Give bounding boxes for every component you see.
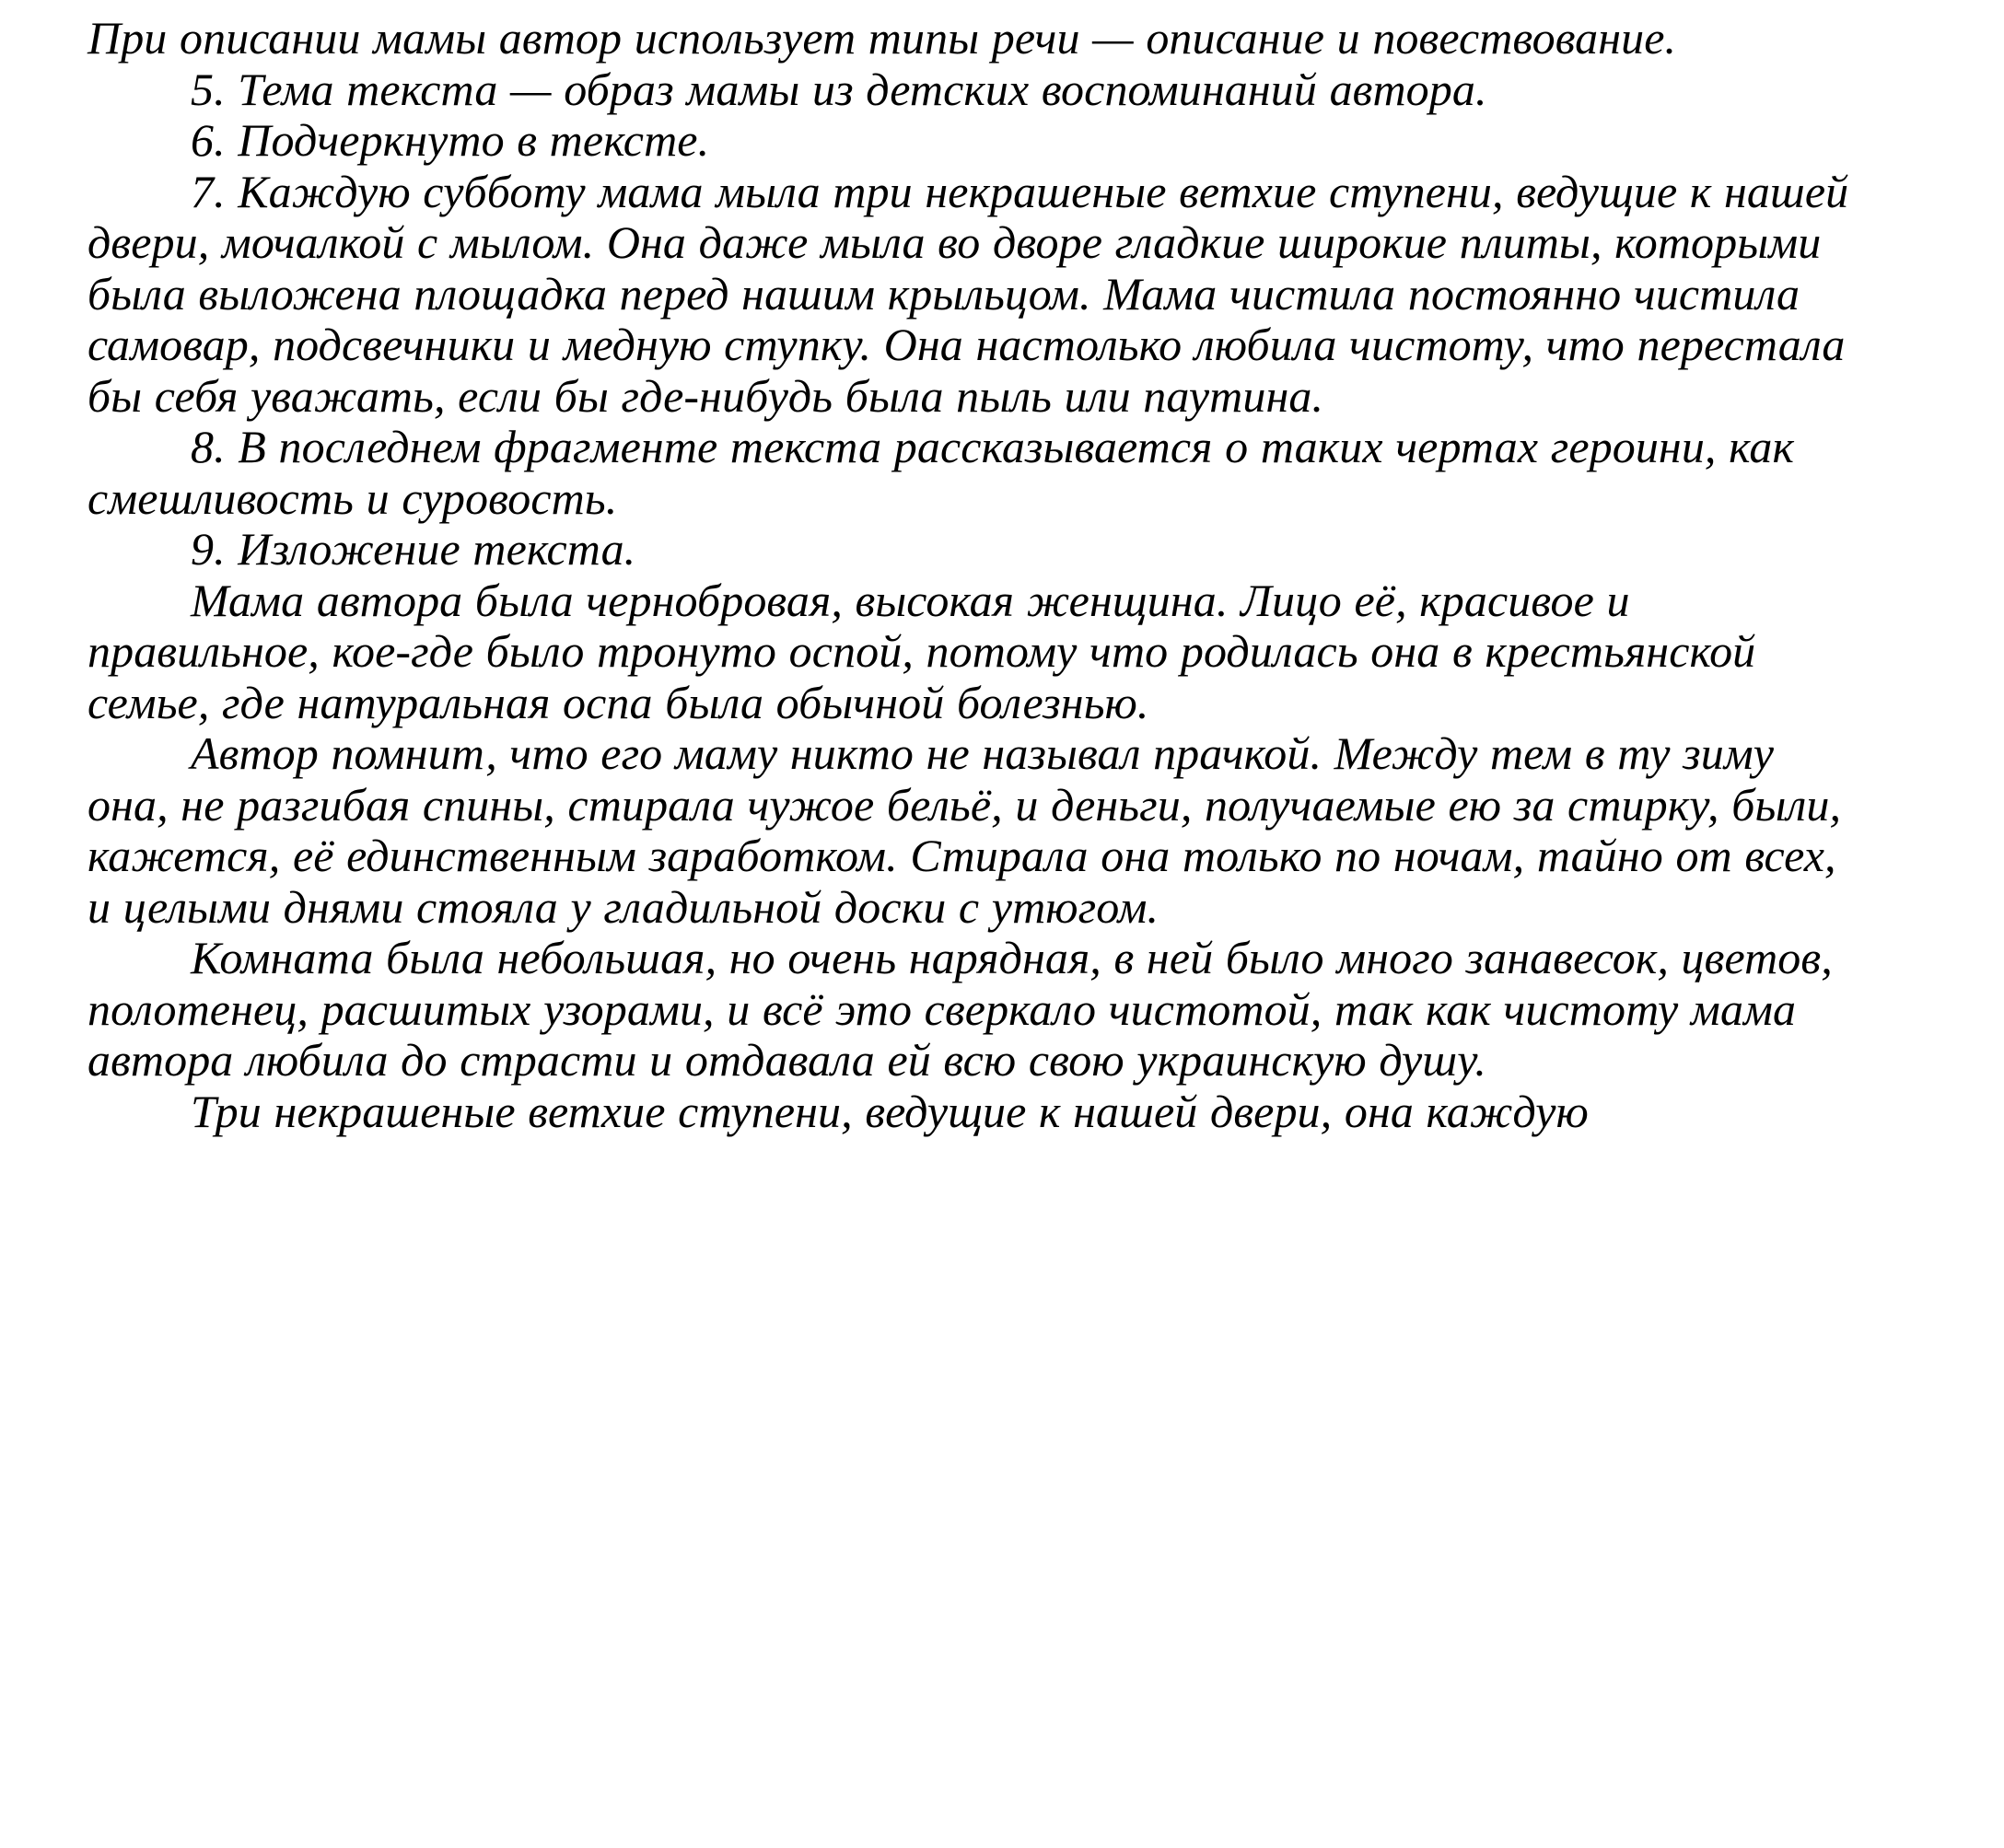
- paragraph-body-2: Автор помнит, что его маму никто не называл прачкой. Между тем в ту зиму она, не разгибая спины, стирала чужое бельё, и деньги, получаемые ею за стирку, были, кажется, её единственным заработком. Стирала она только по ночам, тайно от всех, и целыми днями стояла у гладильной доски с утюгом.: [87, 727, 1842, 933]
- paragraph-item-5: 5. Тема текста — образ мамы из детских воспоминаний автора.: [191, 63, 1487, 115]
- paragraph-body-1: Мама автора была чернобровая, высокая женщина. Лицо её, красивое и правильное, кое-где было тронуто оспой, потому что родилась она в крестьянской семье, где натуральная оспа была обычной болезнью.: [87, 574, 1756, 728]
- paragraph-continuation: При описании мамы автор использует типы речи — описание и повествование.: [87, 12, 1677, 64]
- paragraph-item-7: 7. Каждую субботу мама мыла три некрашеные ветхие ступени, ведущие к нашей двери, мочалкой с мылом. Она даже мыла во дворе гладкие широкие плиты, которыми была выложена площадка перед нашим крыльцом. Мама чистила постоянно чистила самовар, подсвечники и медную ступку. Она настолько любила чистоту, что перестала бы себя уважать, если бы где-нибудь была пыль или паутина.: [87, 165, 1849, 422]
- paragraph-body-4: Три некрашеные ветхие ступени, ведущие к нашей двери, она каждую: [191, 1085, 1589, 1137]
- paragraph-item-6: 6. Подчеркнуто в тексте.: [191, 114, 710, 166]
- paragraph-body-3: Комната была небольшая, но очень нарядная, в ней было много занавесок, цветов, полотенец, расшитых узорами, и всё это сверкало чистотой, так как чистоту мама автора любила до страсти и отдавала ей всю свою украинскую душу.: [87, 932, 1833, 1086]
- paragraph-item-8: 8. В последнем фрагменте текста рассказывается о таких чертах героини, как смешливость и суровость.: [87, 421, 1794, 524]
- paragraph-item-9: 9. Изложение текста.: [191, 523, 636, 575]
